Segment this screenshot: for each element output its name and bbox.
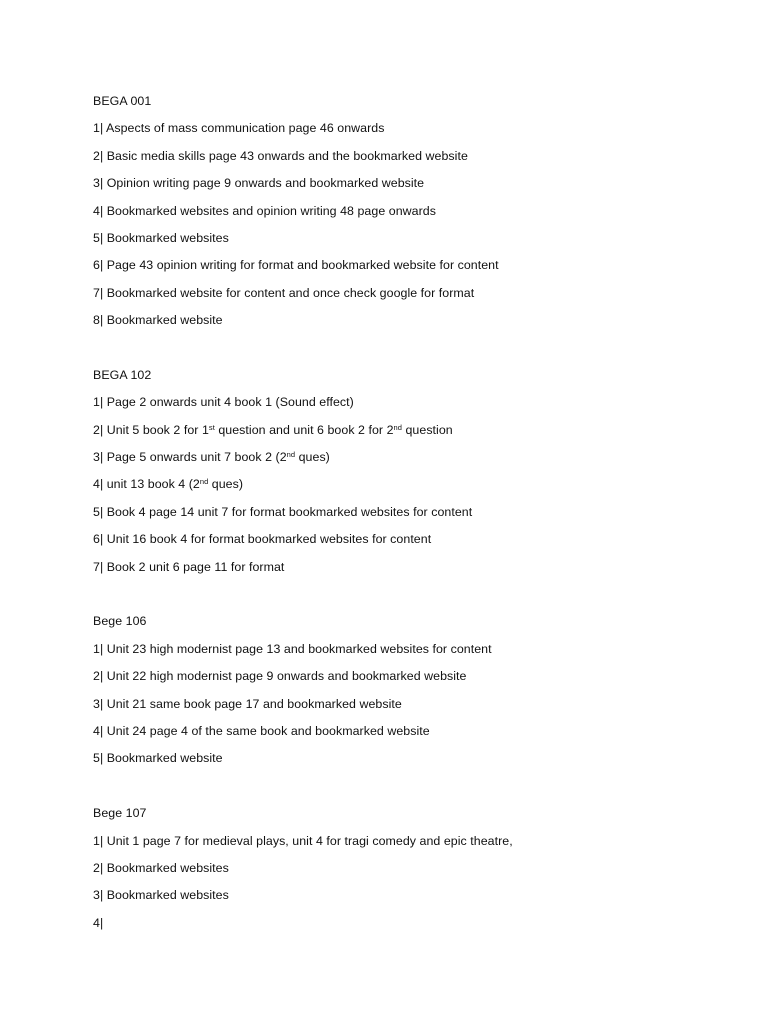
section-bega-102	[93, 362, 713, 581]
list-item: 3| Bookmarked websites	[93, 888, 229, 903]
section-heading: BEGA 001	[93, 94, 152, 108]
ordinal-superscript: nd	[393, 422, 402, 432]
item-text: 3| Page 5 onwards unit 7 book 2 (2	[93, 450, 287, 465]
list-item: 3| Unit 21 same book page 17 and bookmarked website	[93, 696, 402, 711]
list-item: 1| Unit 1 page 7 for medieval plays, unit 4 for tragi comedy and epic theatre,	[93, 833, 513, 848]
list-item: 2| Basic media skills page 43 onwards and the bookmarked website	[93, 148, 468, 163]
list-item	[93, 471, 713, 498]
list-item	[93, 417, 713, 444]
list-item: 2| Bookmarked websites	[93, 860, 229, 875]
section-bege-107	[93, 800, 713, 937]
list-item: 7| Book 2 unit 6 page 11 for format	[93, 559, 285, 574]
ordinal-superscript: nd	[199, 477, 209, 487]
section-bega-001	[93, 88, 713, 335]
list-item: 8| Bookmarked website	[93, 313, 223, 328]
item-text: ques)	[295, 450, 330, 465]
section-bege-106	[93, 608, 713, 772]
list-item: 6| Page 43 opinion writing for format and bookmarked website for content	[93, 258, 499, 273]
item-text: question and unit 6 book 2 for 2	[214, 422, 394, 437]
ordinal-superscript: nd	[286, 449, 296, 459]
list-item: 3| Opinion writing page 9 onwards and bookmarked website	[93, 176, 425, 191]
item-text: ques)	[208, 477, 244, 492]
list-item: 5| Book 4 page 14 unit 7 for format bookmarked websites for content	[93, 504, 473, 519]
list-item: 1| Page 2 onwards unit 4 book 1 (Sound effect)	[93, 395, 354, 410]
list-item: 1| Unit 23 high modernist page 13 and bookmarked websites for content	[93, 641, 492, 656]
list-item: 5| Bookmarked website	[93, 751, 223, 766]
list-item: 1| Aspects of mass communication page 46 onwards	[93, 121, 385, 136]
list-item: 7| Bookmarked website for content and once check google for format	[93, 285, 475, 300]
section-heading: BEGA 102	[93, 367, 152, 382]
item-text: question	[402, 422, 453, 437]
ordinal-superscript: st	[208, 422, 215, 432]
list-item: 6| Unit 16 book 4 for format bookmarked websites for content	[93, 532, 432, 547]
list-item: 4|	[93, 915, 104, 930]
list-item: 4| Unit 24 page 4 of the same book and bookmarked website	[93, 723, 430, 738]
list-item: 2| Unit 22 high modernist page 9 onwards and bookmarked website	[93, 669, 467, 684]
list-item	[93, 444, 713, 471]
list-item: 4| Bookmarked websites and opinion writing 48 page onwards	[93, 203, 436, 218]
item-text: 2| Unit 5 book 2 for 1	[93, 422, 209, 437]
list-item: 5| Bookmarked websites	[93, 230, 229, 245]
document-body	[93, 88, 713, 937]
section-heading: Bege 107	[93, 806, 147, 821]
item-text: 4| unit 13 book 4 (2	[93, 477, 200, 492]
section-heading: Bege 106	[93, 614, 147, 629]
